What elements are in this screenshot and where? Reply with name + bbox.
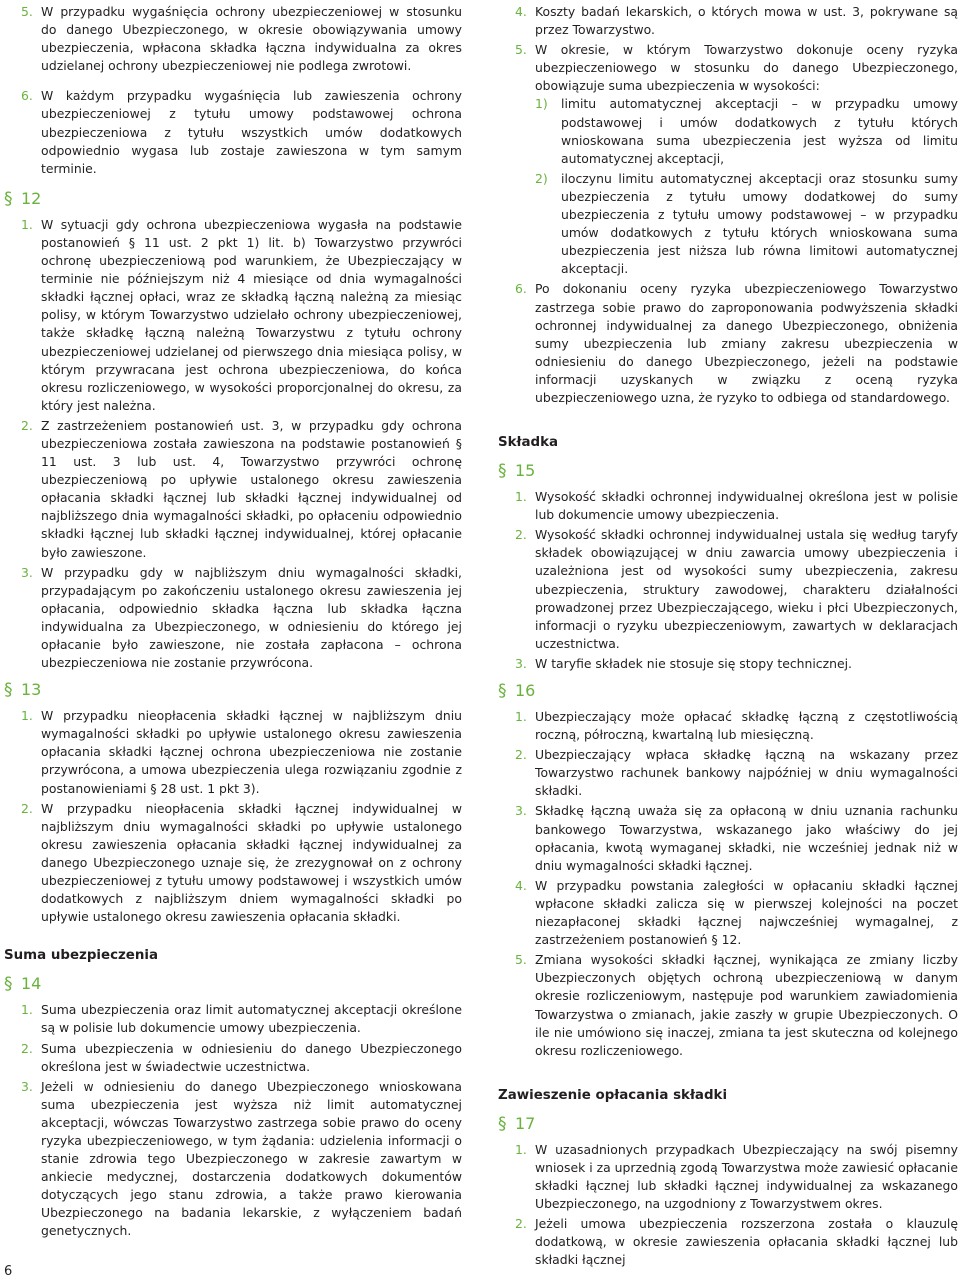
item-number: 1. [21,1002,33,1018]
item-text: Składkę łączną uważa się za opłaconą w dniu uznania rachunku bankowego Towarzystwa, wskazanego jako właściwy do jej opłacania, kwotą wymaganej składki, nie wcześniej jednak niż w dniu wymagalności składki łącznej. [535,803,958,873]
item-number: 1. [21,708,33,724]
item-number: 4. [515,877,527,893]
list-item [498,1215,958,1269]
paragraph-heading-17 [498,1113,958,1135]
sub-item [535,95,958,167]
list-item [498,41,958,278]
list-item [4,564,462,673]
list-item [4,1001,462,1037]
section-title-suma: Suma ubezpieczenia [4,948,159,964]
list-item [4,216,462,415]
list-item [498,488,958,524]
item-text: Po dokonaniu oceny ryzyka ubezpieczeniowego Towarzystwo zastrzega sobie prawo do zaproponowania podwyższenia składki ochronnej indywidualnej za danego Ubezpieczonego, obniżenia sumy ubezpieczenia lub zmiany zakresu ubezpieczenia w odniesieniu do danego Ubezpieczonego, jeżeli na podstawie informacji uzyskanych w związku z oceną ryzyka ubezpieczeniowego uzna, że ryzyko to odbiega od standardowego. [535,281,958,405]
list-item [498,526,958,653]
right-column [498,3,958,1271]
item-number: 6. [21,88,33,104]
list-item [498,655,958,673]
section-sign-icon: § [4,974,13,995]
sub-item-text: limitu automatycznej akceptacji – w przypadku umowy podstawowej i umów dodatkowych z tytułu których wnioskowana suma ubezpieczenia jest wyższa od limitu automatycznej akceptacji, [561,96,958,166]
list-item [498,802,958,874]
section-sign-icon: § [4,188,13,209]
item-text: W przypadku powstania zaległości w opłacaniu składki łącznej wpłacone składki zalicza się w pierwszej kolejności na poczet niezapłaconej składki łącznej najwcześniej wymagalnej, z zastrzeżeniem postanowień § 12. [535,877,958,948]
item-text: W przypadku nieopłacenia składki łącznej w najbliższym dniu wymagalności składki po upływie ustalonego okresu zawieszenia opłacania składki łącznej ochrona ubezpieczeniowa nie zostanie przywrócona, a umowa ubezpieczenia ulega rozwiązaniu zgodnie z postanowieniami § 28 ust. 1 pkt 3). [41,708,462,796]
item-text: W okresie, w którym Towarzystwo dokonuje oceny ryzyka ubezpieczeniowego w stosunku do danego Ubezpieczonego, obowiązuje suma ubezpieczenia w wysokości: [535,42,958,94]
item-text: Zmiana wysokości składki łącznej, wynikająca ze zmiany liczby Ubezpieczonych objętych ochroną ubezpieczeniową w danym okresie rozliczeniowym, następuje pod warunkiem zawiadomienia Towarzystwa o zmianach, jakie zaszły w grupie Ubezpieczonych. O ile nie umówiono się inaczej, zmiana ta jest skuteczna od kolejnego okresu rozliczeniowego. [535,952,958,1058]
item-number: 5. [21,4,33,19]
item-text: Suma ubezpieczenia oraz limit automatycznej akceptacji określone są w polisie lub dokumencie umowy ubezpieczenia. [41,1002,462,1036]
paragraph-heading-15 [498,460,958,482]
list-item [4,707,462,797]
paragraph-number: 16 [515,681,536,700]
item-text: Wysokość składki ochronnej indywidualnej określona jest w polisie lub dokumencie umowy ubezpieczenia. [535,489,958,523]
item-number: 2. [515,747,527,763]
section-sign-icon: § [498,1113,507,1134]
list-item [4,800,462,927]
paragraph-number: 15 [515,461,536,481]
item-number: 3. [21,1078,33,1094]
sub-item-text: iloczynu limitu automatycznej akceptacji oraz stosunku sumy ubezpieczenia z tytułu umowy dodatkowej do sumy ubezpieczenia z tytułu umowy podstawowej – w przypadku umów dodatkowych z tytułu których wnioskowana suma ubezpieczenia jest niższa lub równa limitowi automatycznej akceptacji. [561,170,958,277]
item-number: 3. [21,564,33,580]
section-sign-icon: § [498,461,507,482]
item-text: Wysokość składki ochronnej indywidualnej ustala się według taryfy składek obowiązującej w dniu zawarcia umowy ubezpieczenia i uzależniona jest od wysokości sumy ubezpieczenia, zakresu ubezpieczenia, struktury zawodowej, charakteru działalności prowadzonej przez Ubezpieczającego, wieku i płci Ubezpieczonych, informacji o ryzyku ubezpieczeniowym, zawartych w deklaracjach uczestnictwa. [535,527,958,651]
list-item [498,746,958,800]
list-item [498,3,958,39]
left-column [4,3,462,1243]
item-text: Koszty badań lekarskich, o których mowa w ust. 3, pokrywane są przez Towarzystwo. [535,4,958,38]
item-text: W sytuacji gdy ochrona ubezpieczeniowa wygasła na podstawie postanowień § 11 ust. 2 pkt 1) lit. b) Towarzystwo przywróci ochronę ubezpieczeniową pod warunkiem, że Ubezpieczający w terminie nie późniejszym niż 4 miesiące od dnia wymagalności składki łącznej opłaci, wraz ze składką łączną należną za miesiąc polisy, w którym Towarzystwo udzielało ochrony ubezpieczeniowej, także składkę łączną należną Towarzystwu z tytułu ochrony ubezpieczeniowej udzielanej od pierwszego dnia miesiąca polisy, w którym przywracana jest ochrona ubezpieczeniowa, do końca okresu rozliczeniowego, w wysokości proporcjonalnej do okresu, za który jest należna. [41,216,462,413]
item-number: 2. [21,1040,33,1056]
item-number: 3. [515,655,527,671]
item-text: W przypadku gdy w najbliższym dniu wymagalności składki, przypadającym po zakończeniu ustalonego okresu zawieszenia jej opłacania, odpowiednio składka łączna lub składka łączna indywidualna za Ubezpieczonego, w odniesieniu do którego jej opłacanie było zawieszone, nie została zapłacona – ochrona ubezpieczeniowa nie zostanie przywrócona. [41,564,462,671]
paragraph-number: 14 [21,974,42,994]
list-item [4,3,462,75]
paragraph-number: 12 [21,188,42,208]
item-number: 5. [515,42,527,58]
list-item [4,1078,462,1241]
item-number: 2. [515,527,527,543]
item-number: 4. [515,4,527,19]
item-text: W taryfie składek nie stosuje się stopy technicznej. [535,655,852,671]
item-text: W uzasadnionych przypadkach Ubezpieczający na swój pisemny wniosek i za uprzednią zgodą Towarzystwa może zawiesić opłacanie składki łącznej lub składki łącznej indywidualnej za wskazanego Ubezpieczonego, na uzgodniony z Towarzystwem okres. [535,1141,958,1212]
paragraph-heading-16 [498,680,958,702]
list-item [4,417,462,562]
page-number: 6 [4,1264,13,1279]
list-item [4,87,462,177]
sub-item [535,170,958,279]
paragraph-number: 13 [21,680,42,700]
item-text: Jeżeli w odniesieniu do danego Ubezpieczonego wnioskowana suma ubezpieczenia jest wyższa niż limit automatycznej akceptacji, wówczas Towarzystwo zastrzega sobie prawo do oceny ryzyka ubezpieczeniowego, w tym żądania: udzielenia informacji o stanie zdrowia tego Ubezpieczonego w zakresie zawartym w ankiecie medycznej, dostarczenia dodatkowych dokumentów dotyczących jego stanu zdrowia, a także prawo kierowania Ubezpieczonego na badania lekarskie, z wyłączeniem badań genetycznych. [41,1078,462,1239]
item-text: Ubezpieczający wpłaca składkę łączną na wskazany przez Towarzystwo rachunek bankowy najpóźniej w dniu wymagalności składki. [535,747,958,799]
item-number: 1. [21,216,33,232]
list-item [4,1040,462,1076]
item-text: W każdym przypadku wygaśnięcia lub zawieszenia ochrony ubezpieczeniowej z tytułu umowy podstawowej ochrona ubezpieczeniowa z tytułu wszystkich umów dodatkowych odpowiednio wygasa lub zostaje zawieszona w tym samym terminie. [41,88,462,176]
item-text: Ubezpieczający może opłacać składkę łączną z częstotliwością roczną, półroczną, kwartalną lub miesięczną. [535,709,958,743]
section-sign-icon: § [498,681,507,701]
item-text: Suma ubezpieczenia w odniesieniu do danego Ubezpieczonego określona jest w świadectwie uczestnictwa. [41,1040,462,1074]
paragraph-heading-14 [4,973,462,995]
section-title-skladka: Składka [498,435,559,451]
sub-item-number: 1) [535,96,548,112]
list-item [498,951,958,1060]
sub-item-number: 2) [535,170,548,186]
item-number: 2. [21,800,33,816]
list-item [498,877,958,949]
item-number: 2. [21,417,33,433]
paragraph-heading-13 [4,679,462,701]
section-title-zawieszenie: Zawieszenie opłacania składki [498,1087,728,1103]
item-number: 1. [515,1141,527,1157]
item-text: Jeżeli umowa ubezpieczenia rozszerzona została o klauzulę dodatkową, w okresie zawieszenia opłacania składki łącznej lub składki łącznej [535,1216,958,1268]
item-number: 2. [515,1216,527,1232]
list-item [498,1141,958,1213]
paragraph-number: 17 [515,1113,536,1133]
list-item [498,280,958,407]
item-number: 1. [515,489,527,505]
item-number: 3. [515,803,527,819]
section-sign-icon: § [4,680,13,701]
item-text: W przypadku wygaśnięcia ochrony ubezpieczeniowej w stosunku do danego Ubezpieczonego, w okresie obowiązywania umowy ubezpieczenia, wpłacona składka łączna indywidualna za okres udzielanej ochrony ubezpieczeniowej nie podlega zwrotowi. [41,4,462,74]
item-text: W przypadku nieopłacenia składki łącznej indywidualnej w najbliższym dniu wymagalności składki po upływie ustalonego okresu zawieszenia opłacania składki łącznej indywidualnej za danego Ubezpieczonego uznaje się, że zrezygnował on z ochrony ubezpieczeniowej z tytułu umowy podstawowej i wszystkich umów dodatkowych z najbliższym dniem wymagalności składki po upływie ustalonego okresu zawieszenia opłacania składki. [41,800,462,925]
item-number: 6. [515,281,527,297]
item-number: 1. [515,709,527,724]
list-item [498,708,958,744]
paragraph-heading-12 [4,188,462,210]
item-number: 5. [515,952,527,968]
item-text: Z zastrzeżeniem postanowień ust. 3, w przypadku gdy ochrona ubezpieczeniowa została zawieszona na podstawie postanowień § 11 ust. 3 lub ust. 4, Towarzystwo przywróci ochronę ubezpieczeniową po upływie ustalonego okresu zawieszenia opłacania składki łącznej lub składki łącznej indywidualnej od najbliższego dnia wymagalności składki, po opłaceniu odpowiednio składki łącznej lub składki łącznej indywidualnej, której opłacanie było zawieszone. [41,417,462,560]
